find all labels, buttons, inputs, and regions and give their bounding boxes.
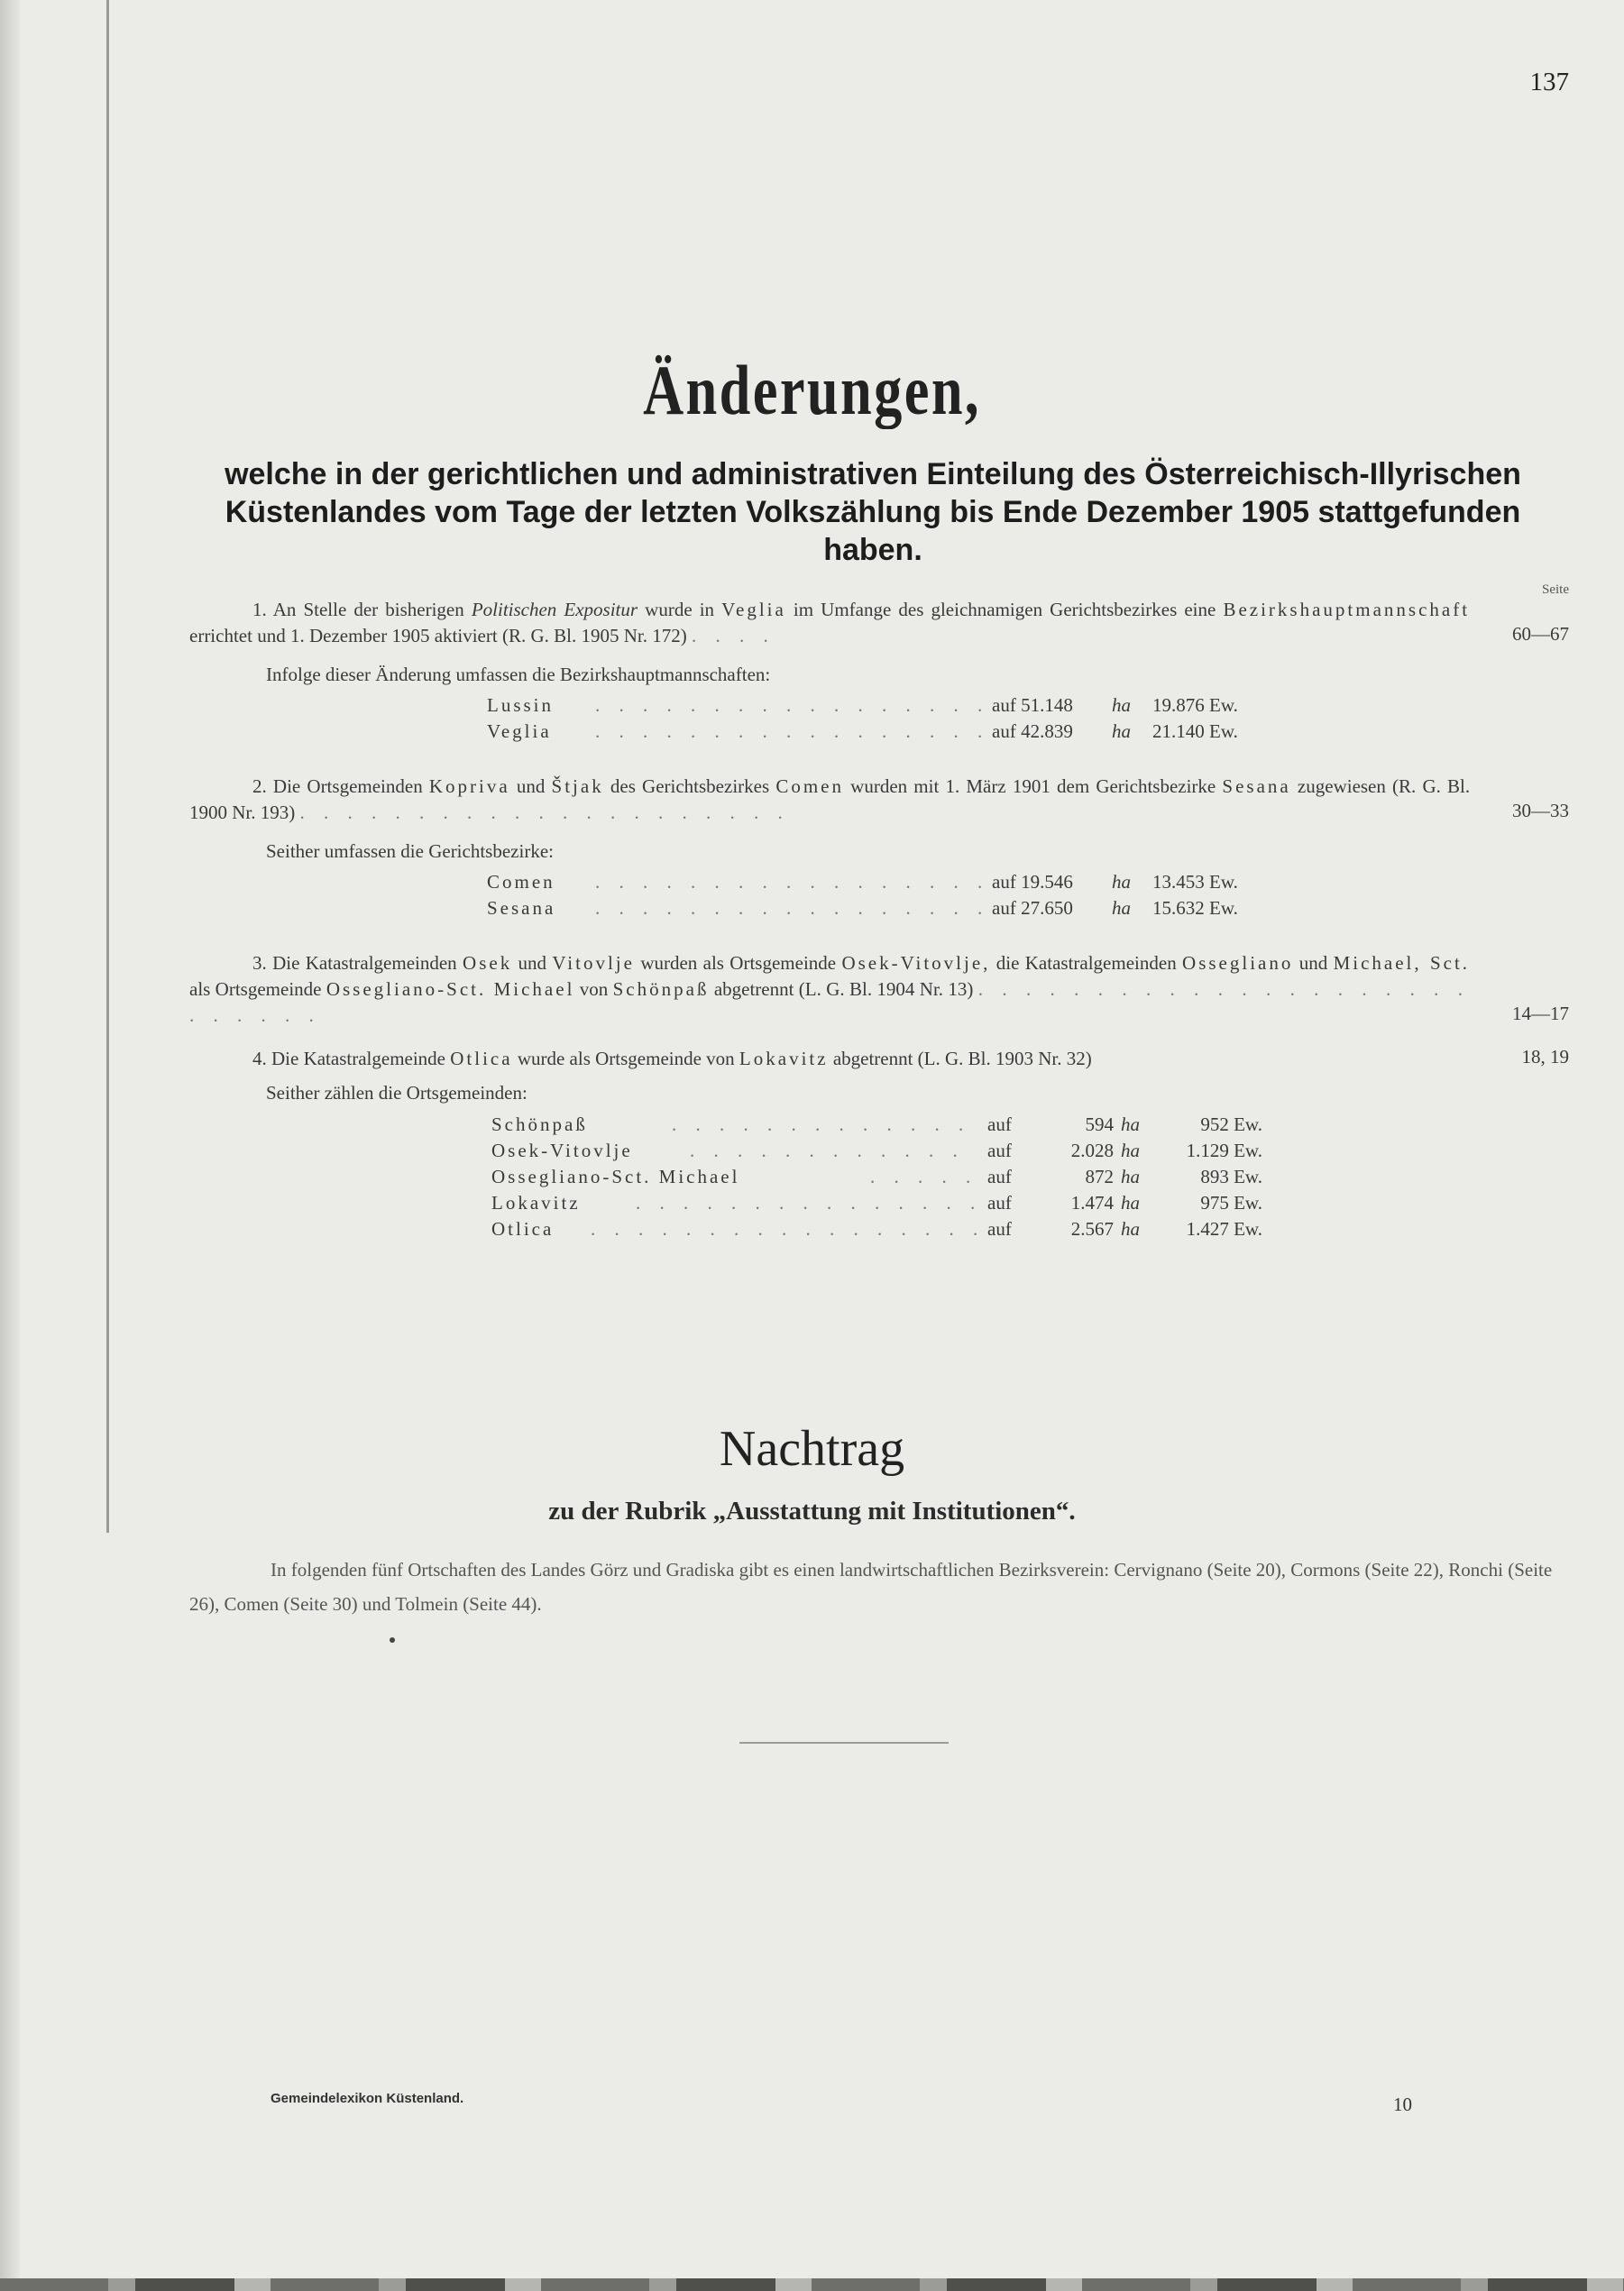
table-row: Comen . . . . . . . . . . . . . . . . . auf 19.546 ha 13.453 Ew. (487, 871, 1238, 893)
section-1-table (487, 694, 1298, 747)
section-2-table (487, 871, 1298, 923)
section-4-number: 4. (252, 1048, 267, 1069)
divider-rule (739, 1742, 949, 1744)
section-4-text: 4. Die Katastralgemeinde Otlica wurde als Ortsgemeinde von Lokavitz abgetrennt (L. G. Bl. 1903 Nr. 32) (252, 1048, 1092, 1069)
section-1-ref: 60—67 (1512, 623, 1569, 645)
page-binding-edge (0, 0, 20, 2291)
section-1-intro: Infolge dieser Änderung umfassen die Bezirkshauptmannschaften: (266, 664, 771, 685)
footer-signature-number: 10 (1393, 2094, 1412, 2115)
section-3-text: 3. Die Katastralgemeinden Osek und Vitovlje wurden als Ortsgemeinde Osek-Vitovlje, die Katastralgemeinden Ossegliano und Michael, Sct. als Ortsgemeinde Ossegliano-Sct. Michael von Schönpaß abgetrennt (L. G. Bl. 1904 Nr. 13) . . . . . . . . . . . . . . . . . . . . . . . . . . . (189, 952, 1471, 1026)
section-4-ref: 18, 19 (1521, 1046, 1569, 1068)
section-2-number: 2. (252, 775, 267, 797)
section-2-ref: 30—33 (1512, 800, 1569, 821)
section-4-table (491, 1113, 1303, 1244)
table-row: Sesana . . . . . . . . . . . . . . . . . auf 27.650 ha 15.632 Ew. (487, 897, 1238, 919)
binding-crease (106, 0, 109, 1533)
nachtrag-text: In folgenden fünf Ortschaften des Landes Görz und Gradiska gibt es einen landwirtschaftlichen Bezirksverein: Cervignano (Seite 20), Cormons (Seite 22), Ronchi (Seite 26), Comen (Seite 30) und Tolmein (Seite 44). (189, 1559, 1553, 1615)
nachtrag-title: Nachtrag (719, 1421, 905, 1477)
scan-bottom-edge (0, 2278, 1624, 2291)
nachtrag-subtitle: zu der Rubrik „Ausstattung mit Institutionen“. (548, 1497, 1076, 1526)
table-row: Lokavitz . . . . . . . . . . . . . . . auf 1.474 ha 975 Ew. (491, 1192, 1262, 1214)
section-1-number: 1. (252, 599, 267, 620)
page-number: 137 (1529, 68, 1569, 96)
ink-dot (390, 1637, 395, 1643)
section-2-text: 2. Die Ortsgemeinden Kopriva und Štjak des Gerichtsbezirkes Comen wurden mit 1. März 1901 dem Gerichtsbezirke Sesana zugewiesen (R. G. Bl. 1900 Nr. 193) . . . . . . . . . . . . . . . . . . . . . (189, 775, 1471, 823)
page-title: Änderungen, (643, 351, 981, 429)
section-1-text: 1. An Stelle der bisherigen Politischen Expositur wurde in Veglia im Umfange des gleichnamigen Gerichtsbezirkes eine Bezirkshauptmannschaft errichtet und 1. Dezember 1905 aktiviert (R. G. Bl. 1905 Nr. 172) . . . . (189, 599, 1471, 646)
table-row: Ossegliano-Sct. Michael . . . . . auf 872 ha 893 Ew. (491, 1166, 1262, 1187)
page-subtitle: welche in der gerichtlichen und administrativen Einteilung des Österreichisch-Illyrischen Küstenlandes vom Tage der letzten Volkszählung bis Ende Dezember 1905 stattgefunden haben. (225, 457, 1521, 567)
section-4-intro: Seither zählen die Ortsgemeinden: (266, 1082, 528, 1104)
table-row: Osek-Vitovlje . . . . . . . . . . . . auf 2.028 ha 1.129 Ew. (491, 1140, 1262, 1161)
section-2-intro: Seither umfassen die Gerichtsbezirke: (266, 840, 554, 862)
section-3-number: 3. (252, 952, 267, 974)
table-row: Otlica . . . . . . . . . . . . . . . . . auf 2.567 ha 1.427 Ew. (491, 1218, 1262, 1240)
table-row: Schönpaß . . . . . . . . . . . . . auf 594 ha 952 Ew. (491, 1113, 1262, 1135)
table-row: Veglia . . . . . . . . . . . . . . . . . auf 42.839 ha 21.140 Ew. (487, 720, 1238, 742)
section-3-ref: 14—17 (1512, 1003, 1569, 1024)
footer-publication: Gemeindelexikon Küstenland. (271, 2091, 464, 2106)
seite-column-header: Seite (1542, 582, 1569, 597)
table-row: Lussin . . . . . . . . . . . . . . . . . auf 51.148 ha 19.876 Ew. (487, 694, 1238, 716)
